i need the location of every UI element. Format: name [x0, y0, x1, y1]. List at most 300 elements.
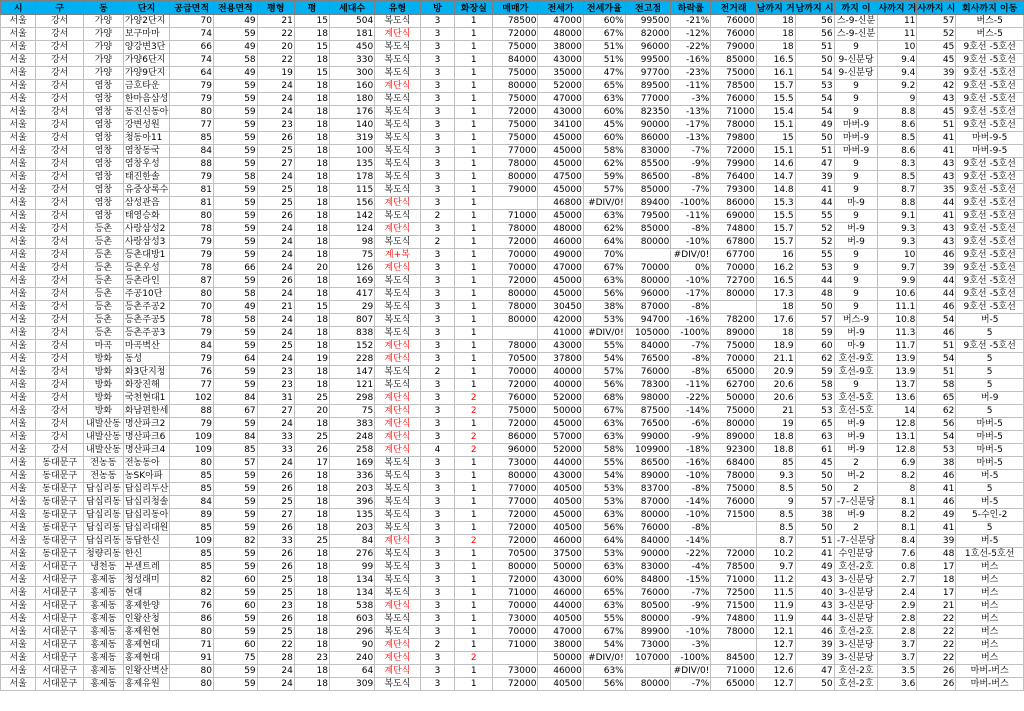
table-cell[interactable]: 1 [455, 301, 493, 314]
table-cell[interactable]: 71000 [493, 639, 538, 652]
table-cell[interactable]: 45 [795, 457, 834, 470]
table-cell[interactable]: 54 [917, 353, 956, 366]
table-cell[interactable]: 90 [329, 639, 374, 652]
table-cell[interactable]: -16% [671, 457, 711, 470]
table-cell[interactable]: 강서 [36, 340, 84, 353]
table-cell[interactable]: 한마음삼성 [124, 94, 169, 104]
table-cell[interactable]: 서울 [1, 483, 36, 496]
table-cell[interactable]: 10.6 [878, 288, 917, 301]
table-cell[interactable]: 67700 [711, 249, 756, 262]
table-cell[interactable]: 59 [214, 275, 258, 288]
table-cell[interactable]: 99500 [625, 15, 671, 28]
table-cell[interactable]: 24 [257, 678, 294, 691]
column-header[interactable]: 전거래 [711, 1, 756, 15]
table-cell[interactable]: 18 [294, 470, 329, 483]
table-cell[interactable]: 64 [329, 665, 374, 678]
table-cell[interactable]: 76000 [711, 15, 756, 28]
table-cell[interactable]: 등촌 [83, 301, 123, 314]
table-cell[interactable]: 44 [795, 197, 834, 210]
table-cell[interactable]: 1 [455, 106, 493, 119]
table-cell[interactable]: 서울 [1, 509, 36, 522]
table-cell[interactable]: 74 [170, 28, 214, 41]
table-cell[interactable]: 71500 [711, 509, 756, 522]
table-cell[interactable]: -15% [671, 574, 711, 587]
table-cell[interactable]: 44 [917, 275, 956, 288]
table-cell[interactable]: 26 [294, 444, 329, 457]
table-cell[interactable]: 마버-버스 [956, 678, 1024, 691]
table-cell[interactable]: 59 [214, 223, 258, 236]
table-cell[interactable]: 염창 [83, 119, 123, 132]
table-cell[interactable]: 15.7 [756, 223, 795, 236]
table-cell[interactable]: 807 [329, 314, 374, 327]
table-cell[interactable]: 복도식 [375, 561, 420, 574]
table-cell[interactable]: 70000 [493, 600, 538, 613]
table-cell[interactable]: 3-신분당 [834, 639, 878, 652]
table-cell[interactable]: 18 [294, 366, 329, 379]
table-cell[interactable]: 47000 [538, 262, 583, 275]
table-cell[interactable]: 135 [329, 509, 374, 522]
table-cell[interactable]: 79 [170, 353, 214, 366]
table-cell[interactable]: 46000 [538, 587, 583, 600]
table-cell[interactable]: 87000 [625, 301, 671, 314]
table-cell[interactable]: 62700 [711, 379, 756, 392]
table-cell[interactable]: 20.6 [756, 392, 795, 405]
table-cell[interactable]: 서울 [1, 249, 36, 262]
table-cell[interactable]: 71 [170, 639, 214, 652]
table-cell[interactable]: 80000 [493, 288, 538, 301]
table-cell[interactable]: 20 [294, 405, 329, 418]
table-cell[interactable]: 서울 [1, 67, 36, 80]
column-header[interactable]: 전용면적 [214, 1, 258, 15]
table-cell[interactable]: 53 [795, 262, 834, 275]
table-cell[interactable]: 85 [170, 132, 214, 145]
table-cell[interactable]: 80000 [625, 613, 671, 626]
table-cell[interactable]: 강서 [36, 67, 84, 80]
table-cell[interactable]: 48000 [538, 223, 583, 236]
table-cell[interactable]: 버스 [956, 652, 1024, 665]
table-cell[interactable]: 74800 [711, 223, 756, 236]
table-cell[interactable]: 76000 [493, 392, 538, 405]
table-cell[interactable]: 5 [956, 483, 1024, 496]
table-cell[interactable]: 67% [583, 626, 625, 639]
table-cell[interactable]: 5 [956, 522, 1024, 535]
table-cell[interactable]: 39 [795, 171, 834, 184]
table-cell[interactable]: 서울 [1, 106, 36, 119]
table-cell[interactable]: 78000 [711, 626, 756, 639]
table-cell[interactable]: 8.6 [878, 145, 917, 158]
table-cell[interactable]: 서대문구 [36, 561, 84, 574]
table-cell[interactable]: 109900 [625, 444, 671, 457]
table-cell[interactable]: 41 [917, 132, 956, 145]
table-cell[interactable]: 복도식 [375, 314, 420, 327]
table-cell[interactable]: 서대문구 [36, 652, 84, 665]
table-cell[interactable]: 답십리동아 [124, 510, 169, 520]
table-cell[interactable]: 14.8 [756, 184, 795, 197]
table-cell[interactable]: 11.3 [878, 327, 917, 340]
table-cell[interactable]: 43000 [538, 470, 583, 483]
table-cell[interactable]: 54 [795, 67, 834, 80]
table-cell[interactable]: 강서 [36, 353, 84, 366]
table-cell[interactable]: 인왕산청 [123, 613, 169, 626]
table-cell[interactable]: 삼성관음 [123, 197, 169, 210]
table-cell[interactable]: 8.8 [878, 197, 917, 210]
table-cell[interactable]: 72000 [493, 379, 538, 392]
table-cell[interactable]: 3 [420, 301, 455, 314]
table-cell[interactable]: 75 [214, 652, 258, 665]
table-cell[interactable]: 가양 [83, 15, 123, 28]
table-cell[interactable]: 홍제원현 [123, 626, 169, 639]
table-cell[interactable]: 서울 [1, 119, 36, 132]
table-cell[interactable]: 9호선 -5호선 [956, 106, 1024, 119]
table-cell[interactable]: -8% [671, 483, 711, 496]
table-cell[interactable]: 82000 [625, 28, 671, 41]
table-cell[interactable]: 105000 [625, 327, 671, 340]
table-cell[interactable]: 54% [583, 353, 625, 366]
table-cell[interactable]: 14.6 [756, 158, 795, 171]
table-cell[interactable]: 22 [257, 54, 294, 67]
table-cell[interactable]: 계단식 [375, 405, 420, 418]
table-cell[interactable]: 33 [257, 535, 294, 548]
table-cell[interactable]: 버스-9 [834, 314, 878, 327]
table-cell[interactable]: 2 [834, 483, 878, 496]
table-cell[interactable]: -8% [671, 366, 711, 379]
table-cell[interactable]: 76 [170, 600, 214, 613]
table-cell[interactable]: 서울 [1, 457, 36, 470]
table-cell[interactable]: 84 [170, 145, 214, 158]
table-cell[interactable]: -3% [671, 639, 711, 652]
table-cell[interactable]: 서울 [1, 613, 36, 626]
table-cell[interactable]: 6.9 [878, 457, 917, 470]
table-cell[interactable]: 52 [795, 223, 834, 236]
table-cell[interactable]: 12.7 [756, 652, 795, 665]
table-cell[interactable]: 53 [795, 80, 834, 93]
table-cell[interactable]: 강서 [36, 184, 84, 197]
table-cell[interactable]: 45000 [538, 184, 583, 197]
table-cell[interactable]: 86000 [625, 132, 671, 145]
table-cell[interactable]: 20 [257, 41, 294, 54]
table-cell[interactable]: 3.6 [878, 678, 917, 691]
table-cell[interactable]: 33 [257, 444, 294, 457]
table-cell[interactable]: 76 [170, 366, 214, 379]
table-cell[interactable]: 78000 [711, 470, 756, 483]
table-cell[interactable]: 57 [795, 496, 834, 509]
table-cell[interactable]: 25 [294, 431, 329, 444]
table-cell[interactable]: 91 [170, 652, 214, 665]
table-cell[interactable]: 복도식 [375, 470, 420, 483]
table-cell[interactable]: 59 [214, 509, 258, 522]
table-cell[interactable]: 77000 [493, 145, 538, 158]
table-cell[interactable]: 3 [420, 392, 455, 405]
table-cell[interactable]: 57 [214, 457, 258, 470]
table-cell[interactable]: 1 [455, 678, 493, 691]
table-cell[interactable]: 21 [257, 15, 294, 28]
table-cell[interactable]: 46 [917, 249, 956, 262]
table-cell[interactable]: 62% [583, 223, 625, 236]
table-cell[interactable]: 59 [214, 522, 258, 535]
table-cell[interactable]: 78 [170, 262, 214, 275]
table-cell[interactable]: 53% [583, 483, 625, 496]
table-cell[interactable]: 마곡 [83, 340, 123, 353]
table-cell[interactable]: 서대문구 [36, 587, 84, 600]
table-cell[interactable]: 9.3 [878, 236, 917, 249]
table-cell[interactable]: 21 [917, 600, 956, 613]
table-cell[interactable]: 홍제한양 [123, 600, 169, 613]
table-cell[interactable]: 75000 [711, 483, 756, 496]
table-cell[interactable]: 강서 [36, 132, 84, 145]
table-cell[interactable]: 85000 [711, 54, 756, 67]
table-cell[interactable]: 2 [420, 366, 455, 379]
table-cell[interactable]: -23% [671, 67, 711, 80]
table-cell[interactable]: 25 [294, 535, 329, 548]
table-cell[interactable]: 24 [257, 327, 294, 340]
table-cell[interactable]: 51 [795, 145, 834, 158]
table-cell[interactable]: 9 [834, 184, 878, 197]
table-cell[interactable]: 25 [294, 392, 329, 405]
table-cell[interactable]: 68400 [711, 457, 756, 470]
table-cell[interactable]: 79800 [711, 132, 756, 145]
table-cell[interactable]: 65% [583, 587, 625, 600]
table-cell[interactable]: 121 [329, 379, 374, 392]
table-cell[interactable]: 18 [294, 665, 329, 678]
table-cell[interactable]: 43 [917, 93, 956, 106]
table-cell[interactable]: -22% [671, 41, 711, 54]
table-cell[interactable]: 75000 [493, 67, 538, 80]
table-cell[interactable]: 22 [917, 639, 956, 652]
table-cell[interactable]: -9% [671, 431, 711, 444]
column-header[interactable]: 화장실 [455, 1, 493, 15]
table-cell[interactable]: 9 [834, 249, 878, 262]
table-cell[interactable]: 계단식 [375, 223, 420, 236]
table-cell[interactable]: 18 [294, 587, 329, 600]
table-cell[interactable]: 3-신분당 [834, 587, 878, 600]
table-cell[interactable]: 18 [756, 327, 795, 340]
table-cell[interactable]: 40000 [538, 379, 583, 392]
table-cell[interactable]: 1 [455, 483, 493, 496]
table-cell[interactable]: 마버-9-5 [956, 132, 1024, 145]
table-cell[interactable]: 홍제동 [83, 652, 123, 665]
table-cell[interactable]: 203 [329, 522, 374, 535]
table-cell[interactable]: 18 [294, 158, 329, 171]
table-cell[interactable]: 강서 [36, 236, 84, 249]
table-cell[interactable]: 1 [455, 314, 493, 327]
table-cell[interactable]: 서울 [1, 574, 36, 587]
table-cell[interactable]: 53 [917, 444, 956, 457]
table-cell[interactable]: 1 [455, 275, 493, 288]
table-cell[interactable]: 383 [329, 418, 374, 431]
table-cell[interactable]: 8.3 [878, 158, 917, 171]
table-cell[interactable]: 78500 [493, 15, 538, 28]
table-cell[interactable]: 59 [214, 184, 258, 197]
table-cell[interactable]: -8% [671, 301, 711, 314]
table-cell[interactable]: 전농동아 [123, 457, 169, 470]
table-cell[interactable]: 59 [214, 379, 258, 392]
table-cell[interactable]: 15.5 [756, 93, 795, 106]
table-cell[interactable]: 등촌주공2 [123, 301, 169, 314]
table-cell[interactable]: 복도식 [375, 301, 420, 314]
table-cell[interactable]: 46 [795, 626, 834, 639]
table-cell[interactable]: 홍제동 [83, 626, 123, 639]
table-cell[interactable]: 46 [917, 470, 956, 483]
table-cell[interactable]: 11 [878, 28, 917, 41]
table-cell[interactable]: 50 [795, 132, 834, 145]
table-cell[interactable]: 70500 [493, 353, 538, 366]
table-cell[interactable]: 9-신분당 [834, 54, 878, 67]
table-cell[interactable]: 56 [917, 418, 956, 431]
table-cell[interactable]: 12.1 [756, 626, 795, 639]
table-cell[interactable]: 가양9단지 [123, 67, 169, 80]
table-cell[interactable]: 67 [214, 405, 258, 418]
table-cell[interactable]: -10% [671, 626, 711, 639]
column-header[interactable]: 사까지 시 [917, 1, 956, 15]
table-cell[interactable]: 21 [257, 301, 294, 314]
table-cell[interactable]: 3 [420, 431, 455, 444]
table-cell[interactable]: 46 [917, 301, 956, 314]
table-cell[interactable]: 동답한신 [123, 535, 169, 548]
table-cell[interactable]: 8.1 [878, 496, 917, 509]
table-cell[interactable]: 등촌 [83, 223, 123, 236]
table-cell[interactable]: 복도식 [375, 41, 420, 54]
table-cell[interactable]: 45000 [538, 145, 583, 158]
table-cell[interactable]: 서울 [1, 470, 36, 483]
table-cell[interactable]: 57 [917, 15, 956, 28]
table-cell[interactable]: 65000 [711, 678, 756, 691]
table-cell[interactable]: 38 [795, 509, 834, 522]
table-cell[interactable]: 27 [257, 158, 294, 171]
table-cell[interactable]: 178 [329, 171, 374, 184]
column-header[interactable]: 남까지 거 [756, 1, 795, 15]
table-cell[interactable]: -7% [671, 145, 711, 158]
table-cell[interactable]: 9.2 [878, 80, 917, 93]
table-cell[interactable]: 복도식 [375, 574, 420, 587]
table-cell[interactable]: 18 [294, 522, 329, 535]
table-cell[interactable]: 3 [420, 223, 455, 236]
table-cell[interactable]: 18 [294, 509, 329, 522]
table-cell[interactable]: 9호선 -5호선 [956, 236, 1024, 249]
table-cell[interactable]: 마버-9 [834, 145, 878, 158]
table-cell[interactable]: 84 [214, 392, 258, 405]
table-cell[interactable]: 서울 [1, 639, 36, 652]
table-cell[interactable]: 9 [834, 80, 878, 93]
table-cell[interactable]: 56 [795, 28, 834, 41]
table-cell[interactable]: 23 [257, 366, 294, 379]
table-cell[interactable]: 72000 [493, 574, 538, 587]
table-cell[interactable]: 53 [795, 392, 834, 405]
table-cell[interactable]: 115 [329, 184, 374, 197]
table-cell[interactable]: 40500 [538, 522, 583, 535]
table-cell[interactable]: 52000 [538, 444, 583, 457]
table-cell[interactable]: 77 [170, 379, 214, 392]
table-cell[interactable]: 강서 [36, 41, 84, 54]
table-cell[interactable]: 동대문구 [36, 535, 84, 548]
table-cell[interactable]: 50 [795, 301, 834, 314]
table-cell[interactable]: 48000 [538, 28, 583, 41]
table-cell[interactable]: 답십리동 [83, 483, 123, 496]
table-cell[interactable]: 강서 [36, 418, 84, 431]
table-cell[interactable]: 3 [420, 509, 455, 522]
table-cell[interactable]: 54 [917, 314, 956, 327]
table-cell[interactable]: 동대문구 [36, 522, 84, 535]
table-cell[interactable]: 1 [455, 80, 493, 93]
table-cell[interactable]: 203 [329, 483, 374, 496]
table-cell[interactable]: 버스 [956, 587, 1024, 600]
table-cell[interactable]: 72000 [711, 548, 756, 561]
table-cell[interactable]: 3 [420, 119, 455, 132]
table-cell[interactable]: -8% [671, 223, 711, 236]
column-header[interactable]: 평형 [257, 1, 294, 15]
table-cell[interactable]: 140 [329, 119, 374, 132]
table-cell[interactable]: 47% [583, 67, 625, 80]
table-cell[interactable]: 9호선 -5호선 [956, 119, 1024, 132]
table-cell[interactable]: 69000 [711, 210, 756, 223]
table-cell[interactable]: 복도식 [375, 457, 420, 470]
table-cell[interactable]: 17.6 [756, 314, 795, 327]
table-cell[interactable]: 서울 [1, 522, 36, 535]
table-cell[interactable]: 42 [917, 80, 956, 93]
table-cell[interactable]: 79 [170, 171, 214, 184]
table-cell[interactable]: 계단식 [375, 444, 420, 457]
table-cell[interactable]: 84800 [625, 574, 671, 587]
table-cell[interactable]: 18 [294, 314, 329, 327]
table-cell[interactable]: 47 [795, 665, 834, 678]
table-cell[interactable]: 71000 [711, 574, 756, 587]
table-cell[interactable]: 73000 [493, 613, 538, 626]
table-cell[interactable]: 사랑삼성2 [123, 223, 169, 236]
table-cell[interactable]: 24 [257, 418, 294, 431]
table-cell[interactable]: 49 [795, 119, 834, 132]
table-cell[interactable]: -7-신분당 [834, 496, 878, 509]
table-cell[interactable]: 50 [795, 522, 834, 535]
table-cell[interactable]: 등촌라인 [123, 275, 169, 288]
table-cell[interactable]: 180 [329, 93, 374, 106]
table-cell[interactable]: 47500 [538, 171, 583, 184]
table-cell[interactable]: 홍제동 [83, 613, 123, 626]
table-cell[interactable]: 85000 [625, 184, 671, 197]
table-cell[interactable]: 2 [455, 535, 493, 548]
table-cell[interactable]: 47000 [538, 93, 583, 106]
table-cell[interactable]: 76000 [625, 522, 671, 535]
table-cell[interactable]: 강서 [36, 106, 84, 119]
table-cell[interactable]: 2.7 [878, 574, 917, 587]
table-cell[interactable]: 72500 [711, 587, 756, 600]
table-cell[interactable]: 43000 [538, 340, 583, 353]
table-cell[interactable]: 마버-9-5 [956, 145, 1024, 158]
table-cell[interactable]: 수인분당 [834, 548, 878, 561]
table-cell[interactable]: 홍제동 [83, 665, 123, 678]
table-cell[interactable]: 23 [294, 652, 329, 665]
table-cell[interactable]: 45 [917, 54, 956, 67]
table-cell[interactable]: 18 [294, 639, 329, 652]
table-cell[interactable]: 72700 [711, 275, 756, 288]
table-cell[interactable]: 강서 [36, 392, 84, 405]
table-cell[interactable]: 15 [294, 15, 329, 28]
table-cell[interactable]: 89900 [625, 626, 671, 639]
table-cell[interactable]: 72000 [493, 236, 538, 249]
table-cell[interactable]: 계단식 [375, 197, 420, 210]
table-cell[interactable]: 계단식 [375, 535, 420, 548]
table-cell[interactable]: 24 [257, 457, 294, 470]
table-cell[interactable]: 복도식 [375, 15, 420, 28]
table-cell[interactable]: -100% [671, 652, 711, 665]
table-cell[interactable]: #DIV/0! [583, 652, 625, 665]
table-cell[interactable]: 18 [294, 626, 329, 639]
table-cell[interactable]: 9호선 -5호선 [956, 41, 1024, 54]
table-cell[interactable]: 명산파크6 [123, 431, 169, 444]
table-cell[interactable]: 복도식 [375, 119, 420, 132]
table-cell[interactable]: 계+복 [375, 249, 420, 262]
table-cell[interactable]: 16 [756, 249, 795, 262]
table-cell[interactable]: 49 [214, 67, 258, 80]
table-cell[interactable]: 59 [214, 106, 258, 119]
